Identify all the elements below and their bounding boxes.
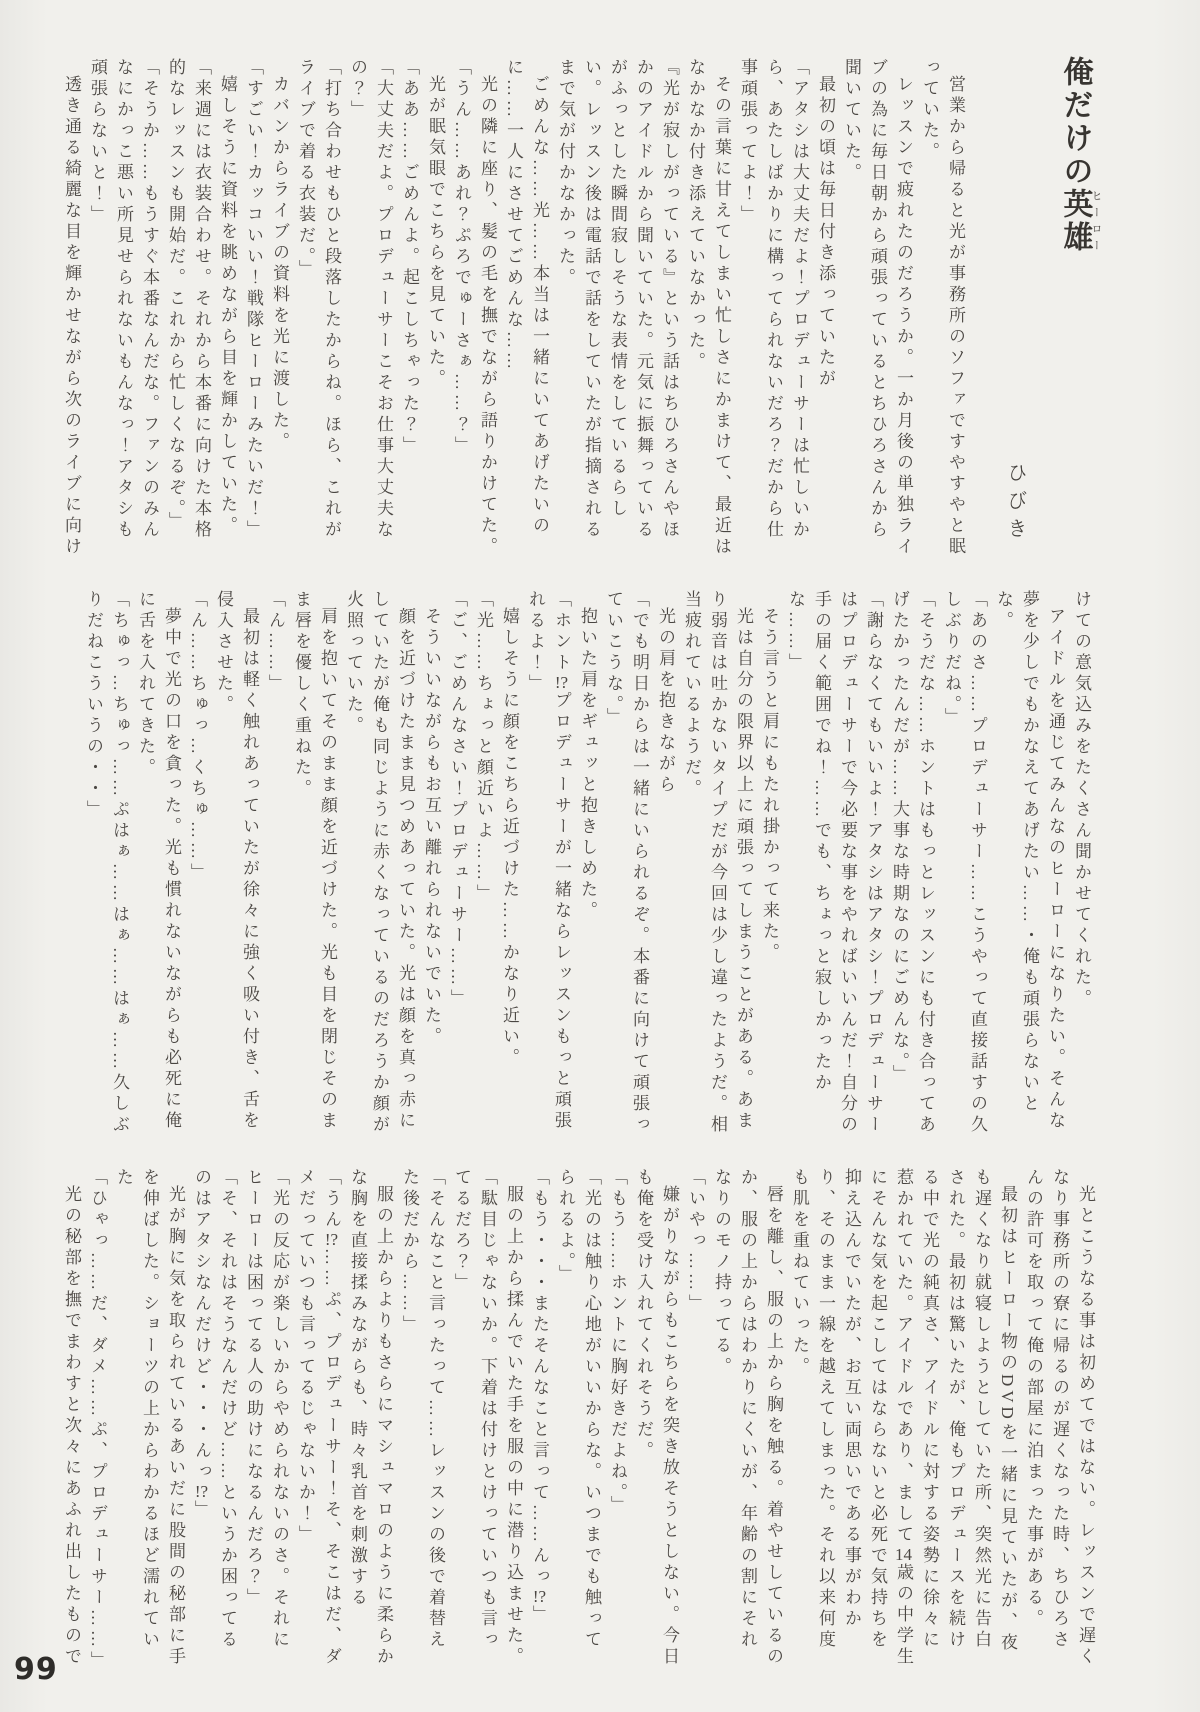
paragraph: 「駄目じゃないか。下着は付けとけっていつも言ってるだろ？」 [452, 1168, 497, 1651]
page-title-base: 英雄 [1058, 188, 1092, 254]
paragraph: 「謝らなくてもいいよ！アタシはアタシ！プロデューサーはプロデューサーで今必要な事をやればいいんだ！自分の手の届く範囲でね！……でも、ちょっと寂しかったかな……」 [786, 590, 883, 1136]
paragraph: 肩を抱いてそのまま顔を近づけた。光も目を閉じそのまま唇を優しく重ねた。 [292, 590, 337, 1132]
page-title-prefix: 俺だけの [1058, 56, 1092, 188]
paragraph: その言葉に甘えてしまい忙しさにかまけて、最近はなかなか付き添えていなかった。 [686, 58, 731, 558]
paragraph: 「でも明日からは一緒にいられるぞ。本番に向けて頑張っていこうな。」 [604, 590, 649, 1136]
paragraph: 営業から帰ると光が事務所のソファですやすやと眠っていた。 [920, 58, 965, 558]
paragraph: そう言うと肩にもたれ掛かって来た。 [760, 607, 779, 964]
paragraph: 「光の反応が楽しいからやめられないのさ。それにヒーローは困ってる人の助けになるんだろ？」 [244, 1168, 289, 1651]
text-section-middle [84, 590, 1094, 1142]
paragraph: 「ホント!?プロデューサーが一緒ならレッスンもっと頑張れるよ！」 [526, 590, 571, 1132]
paragraph: カバンからライブの資料を光に渡した。 [270, 75, 289, 453]
paragraph: 「光のは触り心地がいいからな。いつまでも触ってられるよ。」 [556, 1168, 601, 1651]
paragraph: そういいながらもお互い離れられないでいた。 [422, 607, 441, 1048]
paragraph: 顔を近づけたまま見つめあっていた。光は顔を真っ赤にしていたが俺も同じように赤くなっているのだろうか顔が火照っていた。 [344, 590, 415, 1136]
page-title [1053, 56, 1103, 376]
page-title-furigana: ヒーロー [1090, 188, 1102, 254]
paragraph: 光が眠気眼でこちらを見ていた。 [426, 75, 445, 390]
paragraph: 光の肩を抱きながら [656, 607, 675, 796]
paragraph: 最初はヒーロー物のDVDを一緒に見ていたが、夜も遅くなり就寝しようとしていた所、突然光に告白された。最初は驚いたが、俺もプロデュースを続ける中で光の純真さ、アイドルに対する姿勢に徐々に惹かれていた。アイドルであり、まして14歳の中学生にそんな気を起こしてはならないと必死で気持ちを抑え込んでいたが、お互い両思いである事がわかり、そのまま一線を越えてしまった。それ以来何度も肌を重ねていった。 [790, 1168, 1017, 1668]
paragraph: 「アタシは大丈夫だよ！プロデューサーは忙しいから、あたしばかりに構ってられないだろ？だから仕事頑張ってよ！」 [738, 58, 809, 541]
paragraph: 嬉しそうに資料を眺めながら目を輝かしていた。 [218, 75, 237, 537]
text-section-bottom [56, 1168, 1098, 1670]
paragraph: 「いやっ……」 [686, 1168, 705, 1315]
paragraph: 「そ、それはそうなんだけど……というか困ってるのはアタシなんだけど・・・んっ!?」 [192, 1168, 237, 1651]
paragraph: 夢中で光の口を貪った。光も慣れないながらも必死に俺に舌を入れてきた。 [136, 590, 181, 1132]
author-name: ひびき [1004, 462, 1026, 546]
paragraph: 「そうか……もうすぐ本番なんだな。ファンのみんなにかっこ悪い所見せられないもんなっ！アタシも頑張らないと！」 [88, 58, 159, 541]
paragraph: 「うん!?……ぷ、プロデューサー！そ、そこはだ、ダメだっていつも言ってるじゃないか！」 [296, 1168, 341, 1668]
paragraph: 光の秘部を撫でまわすと次々にあふれ出したもので [62, 1185, 81, 1668]
paragraph: 「もう・・・またそんなこと言って……んっ!?」 [530, 1168, 549, 1626]
page-title-ruby-group [1058, 188, 1102, 254]
paragraph: 「打ち合わせもひと段落したからね。ほら、これがライブで着る衣装だ。」 [296, 58, 341, 541]
paragraph: 「光……ちょっと顔近いよ……」 [474, 590, 493, 905]
paragraph: 「もう……ホントに胸好きだよね。」 [608, 1168, 627, 1517]
paragraph: 「ひゃっ……だ、ダメ……ぷ、プロデューサー……」 [88, 1168, 107, 1672]
paragraph: 抱いた肩をギュッと抱きしめた。 [578, 607, 597, 922]
paragraph: 「あのさ……プロデューサー……こうやって直接話すの久しぶりだね。」 [942, 590, 987, 1136]
paragraph: けての意気込みをたくさん聞かせてくれた。 [1072, 590, 1091, 1010]
paragraph: 『光が寂しがっている』という話はちひろさんやほかのアイドルから聞いていた。元気に振舞っているがふっとした瞬間寂しそうな表情をしているらしい。レッスン後は電話で話をしていたが指摘されるまで気が付かなかった。 [556, 58, 679, 541]
paragraph: レッスンで疲れたのだろうか。一か月後の単独ライブの為に毎日朝から頑張っているとちひろさんから聞いていた。 [842, 58, 913, 558]
paragraph: 光は自分の限界以上に頑張ってしまうことがある。あまり弱音は吐かないタイプだが今回は少し違ったようだ。相当疲れているようだ。 [682, 590, 753, 1136]
paragraph: アイドルを通じてみんなのヒーローになりたい。そんな夢を少しでもかなえてあげたい……・俺も頑張らないとな。 [994, 590, 1065, 1132]
paragraph: 透き通る綺麗な目を輝かせながら次のライブに向け [62, 75, 81, 558]
paragraph: 嫌がりながらもこちらを突き放そうとしない。今日も俺を受け入れてくれそうだ。 [634, 1168, 679, 1668]
paragraph: 最初は軽く触れあっていたが徐々に強く吸い付き、舌を侵入させた。 [214, 590, 259, 1132]
paragraph: 服の上からよりもさらにマシュマロのように柔らかな胸を直接揉みながらも、時々乳首を刺激する [348, 1168, 393, 1668]
paragraph: 最初の頃は毎日付き添っていたが [816, 75, 835, 390]
paragraph: 「そうだな……ホントはもっとレッスンにも付き合ってあげたかったんだが……大事な時期なのにごめんな。」 [890, 590, 935, 1136]
paragraph: 光の隣に座り、髪の毛を撫でながら語りかけてた。 [478, 75, 497, 558]
paragraph: 「そんなこと言ったって……レッスンの後で着替えた後だから……」 [400, 1168, 445, 1651]
paragraph: 「来週には衣装合わせ。それから本番に向けた本格的なレッスンも開始だ。これから忙しくなるぞ。」 [166, 58, 211, 541]
paragraph: 「ご、ごめんなさい！プロデューサー……」 [448, 590, 467, 1010]
paragraph: ごめんな……光……本当は一緒にいてあげたいのに……一人にさせてごめんな…… [504, 58, 549, 537]
paragraph: 「ん……ちゅっ…くちゅ……」 [188, 590, 207, 884]
paragraph: 「すごい！カッコいい！戦隊ヒーローみたいだ！」 [244, 58, 263, 541]
paragraph: 唇を離し、服の上から胸を触る。着やせしているのか、服の上からはわかりにくいが、年齢の割にそれなりのモノ持ってる。 [712, 1168, 783, 1668]
text-section-top [62, 58, 968, 560]
paragraph: 「うん……あれ？ぷろでゅーさぁ……？」 [452, 58, 471, 457]
paragraph: 「ちゅっ…ちゅっ……ぷはぁ……はぁ……はぁ……久しぶりだねこういうの・・」 [84, 590, 129, 1136]
paragraph: 服の上から揉んでいた手を服の中に潜り込ませた。 [504, 1185, 523, 1668]
paragraph: 嬉しそうに顔をこちら近づけた……かなり近い。 [500, 607, 519, 1069]
paragraph: 「ああ……ごめんよ。起こしちゃった？」 [400, 58, 419, 457]
paragraph: 光が胸に気を取られているあいだに股間の秘部に手を伸ばした。ショーツの上からわかるほど濡れていた [114, 1168, 185, 1668]
paragraph: 「ん……」 [266, 590, 285, 695]
paragraph: 「大丈夫だよ。プロデューサーこそお仕事大丈夫なの？」 [348, 58, 393, 541]
page-number: 99 [14, 1652, 58, 1687]
paragraph: 光とこうなる事は初めてではない。レッスンで遅くなり事務所の寮に帰るのが遅くなった時、ちひろさんの許可を取って俺の部屋に泊まった事がある。 [1024, 1168, 1095, 1668]
